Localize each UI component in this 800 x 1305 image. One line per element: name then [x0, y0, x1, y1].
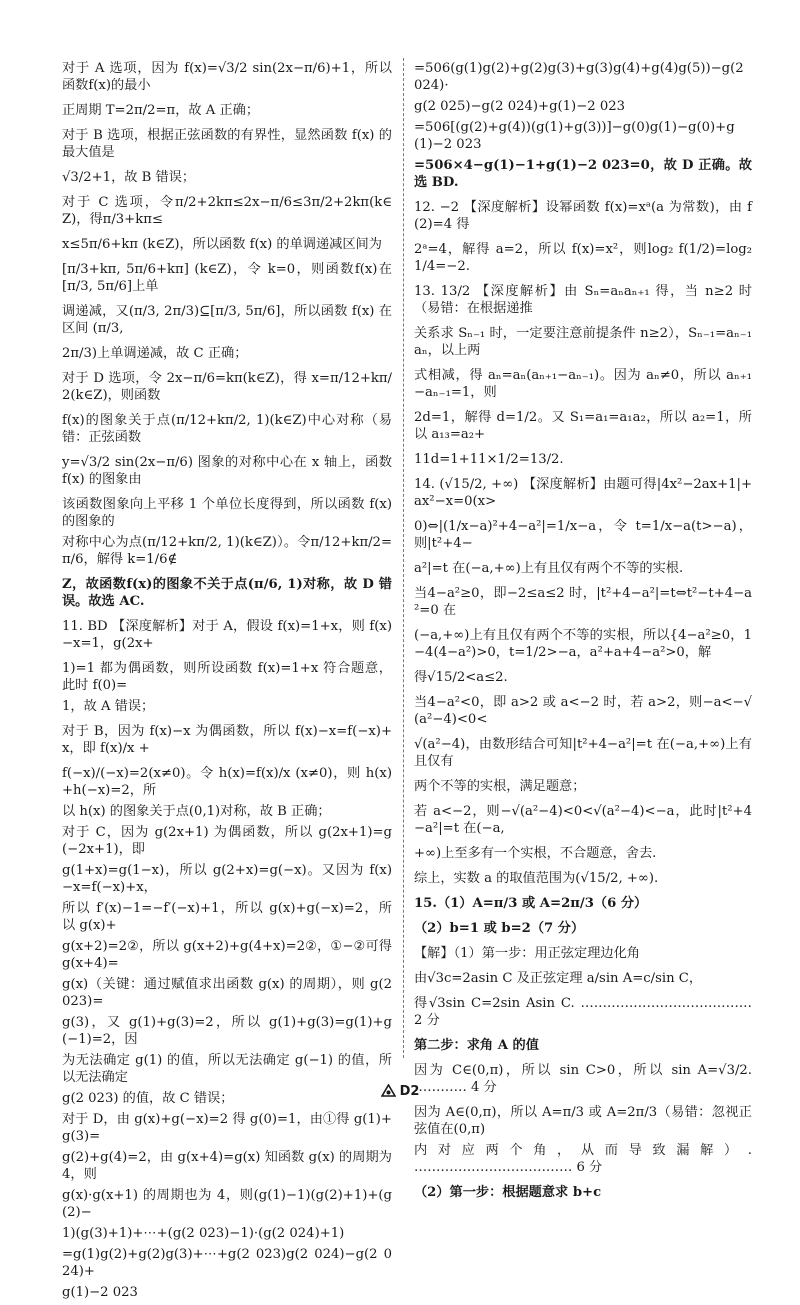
text-line: 第二步：求角 A 的值	[414, 1038, 539, 1053]
text-line: g(x)·g(x+1) 的周期也为 4，则(g(1)−1)(g(2)+1)+(g(2)−	[62, 1188, 392, 1220]
text-line: 对于 D，由 g(x)+g(−x)=2 得 g(0)=1，由①得 g(1)+g(3)=	[62, 1112, 392, 1144]
text-line: 11d=1+11×1/2=13/2.	[414, 452, 564, 467]
text-line: 【解】（1）第一步：用正弦定理边化角	[414, 946, 640, 961]
text-line: Z，故函数f(x)的图象不关于点(π/6, 1)对称，故 D 错误。故选 AC.	[62, 577, 392, 609]
text-line: 因为 A∈(0,π)，所以 A=π/3 或 A=2π/3（易错：忽视正弦值在(0,π)	[414, 1105, 752, 1137]
text-line: 1)=1 都为偶函数，则所设函数 f(x)=1+x 符合题意，此时 f(0)=	[62, 661, 392, 693]
text-line: 对于 C，因为 g(2x+1) 为偶函数，所以 g(2x+1)=g(−2x+1)，即	[62, 825, 392, 857]
text-line: 对于 D 选项，令 2x−π/6=kπ(k∈Z)，得 x=π/12+kπ/2(k∈Z)，则函数	[62, 371, 392, 403]
text-line: 1)(g(3)+1)+⋯+(g(2 023)−1)·(g(2 024)+1)	[62, 1226, 345, 1241]
text-line: 2π/3)上单调递减，故 C 正确；	[62, 346, 248, 361]
text-line: +∞)上至多有一个实根，不合题意，舍去.	[414, 846, 657, 861]
text-line: =506×4−g(1)−1+g(1)−2 023=0，故 D 正确。故选 BD.	[414, 158, 752, 190]
text-line: 关系求 Sₙ₋₁ 时，一定要注意前提条件 n≥2），Sₙ₋₁=aₙ₋₁aₙ，以上两	[414, 326, 752, 358]
text-line: 内对应两个角，从而导致漏解）. ……………………………… 6 分	[414, 1143, 752, 1175]
text-line: a²|=t 在(−a,+∞)上有且仅有两个不等的实根.	[414, 561, 684, 576]
text-line: 得√3sin C=2sin Asin C. ………………………………… 2 分	[414, 996, 752, 1028]
text-line: 2d=1，解得 d=1/2。又 S₁=a₁=a₁a₂，所以 a₂=1，所以 a₁₃=a₂+	[414, 410, 752, 442]
text-line: 正周期 T=2π/2=π，故 A 正确；	[62, 103, 260, 118]
right-column	[414, 60, 752, 1209]
text-line: √3/2+1，故 B 错误；	[62, 170, 196, 185]
text-line: g(3)，又 g(1)+g(3)=2，所以 g(1)+g(3)=g(1)+g(−1)=2，因	[62, 1015, 392, 1047]
question-11-start: 11. BD 【深度解析】对于 A，假设 f(x)=1+x，则 f(x)−x=1，g(2x+	[62, 619, 392, 651]
text-line: 为无法确定 g(1) 的值，所以无法确定 g(−1) 的值，所以无法确定	[62, 1053, 392, 1085]
question-13-start: 13. 13/2 【深度解析】由 Sₙ=aₙaₙ₊₁ 得，当 n≥2 时（易错：在根据递推	[414, 284, 752, 316]
text-line: g(2 023) 的值，故 C 错误；	[62, 1091, 234, 1106]
text-line: 对于 A 选项，因为 f(x)=√3/2 sin(2x−π/6)+1，所以函数f(x)的最小	[62, 61, 392, 93]
text-line: 由√3c=2asin C 及正弦定理 a/sin A=c/sin C，	[414, 971, 703, 986]
text-line: g(x)（关键：通过赋值求出函数 g(x) 的周期），则 g(2 023)=	[62, 977, 392, 1009]
page-number: D2	[399, 1084, 420, 1099]
text-line: g(x+2)=2②，所以 g(x+2)+g(4+x)=2②，①−②可得 g(x+4)=	[62, 939, 392, 971]
text-line: （2）第一步：根据题意求 b+c	[414, 1185, 602, 1200]
text-line: √(a²−4)，由数形结合可知|t²+4−a²|=t 在(−a,+∞)上有且仅有	[414, 737, 752, 769]
publisher-logo-icon	[381, 1084, 396, 1097]
text-line: 当4−a²<0，即 a>2 或 a<−2 时，若 a>2，则−a<−√(a²−4)<0<	[414, 695, 752, 727]
text-line: 对于 B，因为 f(x)−x 为偶函数，所以 f(x)−x=f(−x)+x，即 f(x)/x +	[62, 724, 392, 756]
text-line: y=√3/2 sin(2x−π/6) 图象的对称中心在 x 轴上，函数 f(x) 的图象由	[62, 455, 392, 487]
text-line: f(x)的图象关于点(π/12+kπ/2, 1)(k∈Z)中心对称（易错：正弦函数	[62, 413, 392, 445]
text-line: [π/3+kπ, 5π/6+kπ] (k∈Z)，令 k=0，则函数f(x)在[π/3, 5π/6]上单	[62, 262, 392, 294]
text-line: 所以 f′(x)−1=−f′(−x)+1，所以 g(x)+g(−x)=2，所以 g(x)+	[62, 901, 392, 933]
text-line: (−a,+∞)上有且仅有两个不等的实根，所以{4−a²≥0，1−4(4−a²)>0，t=1/2>−a，a²+a+4−a²>0，解	[414, 628, 752, 660]
text-line: 以 h(x) 的图象关于点(0,1)对称，故 B 正确；	[62, 804, 331, 819]
text-line: f(−x)/(−x)=2(x≠0)。令 h(x)=f(x)/x (x≠0)，则 h(x)+h(−x)=2，所	[62, 766, 392, 798]
text-line: g(2 025)−g(2 024)+g(1)−2 023	[414, 99, 625, 114]
text-line: （2）b=1 或 b=2（7 分）	[414, 921, 585, 936]
text-line: 0)⇔|(1/x−a)²+4−a²|=1/x−a，令 t=1/x−a(t>−a)，则|t²+4−	[414, 519, 752, 551]
text-line: 两个不等的实根，满足题意；	[414, 779, 586, 794]
text-line: 得√15/2<a≤2.	[414, 670, 508, 685]
text-line: 该函数图象向上平移 1 个单位长度得到，所以函数 f(x) 的图象的	[62, 497, 392, 529]
text-line: 综上，实数 a 的取值范围为(√15/2, +∞).	[414, 871, 659, 886]
page-footer	[0, 1084, 800, 1099]
text-line: g(1)−2 023	[62, 1285, 138, 1300]
text-line: 因为 C∈(0,π)，所以 sin C>0，所以 sin A=√3/2. ………… 4 分	[414, 1063, 752, 1095]
question-14-start: 14. (√15/2, +∞) 【深度解析】由题可得|4x²−2ax+1|+ax²−x=0(x>	[414, 477, 752, 509]
text-line: 对称中心为点(π/12+kπ/2, 1)(k∈Z)）。令π/12+kπ/2=π/6，解得 k=1/6∉	[62, 535, 392, 567]
text-line: =506(g(1)g(2)+g(2)g(3)+g(3)g(4)+g(4)g(5))−g(2 024)·	[414, 61, 744, 93]
text-line: 当4−a²≥0，即−2≤a≤2 时，|t²+4−a²|=t⇔t²−t+4−a²=0 在	[414, 586, 752, 618]
text-line: 对于 C 选项，令π/2+2kπ≤2x−π/6≤3π/2+2kπ(k∈Z)，得π/3+kπ≤	[62, 195, 392, 227]
text-line: g(1+x)=g(1−x)，所以 g(2+x)=g(−x)。又因为 f(x)−x=f(−x)+x，	[62, 863, 392, 895]
text-line: 2ᵃ=4，解得 a=2，所以 f(x)=x²，则log₂ f(1/2)=log₂ 1/4=−2.	[414, 242, 752, 274]
text-line: 调递减，又(π/3, 2π/3)⊆[π/3, 5π/6]，所以函数 f(x) 在区间 (π/3,	[62, 304, 392, 336]
text-line: x≤5π/6+kπ (k∈Z)，所以函数 f(x) 的单调递减区间为	[62, 237, 382, 252]
column-divider	[403, 58, 404, 1058]
left-column	[62, 60, 392, 1305]
text-line: g(2)+g(4)=2，由 g(x+4)=g(x) 知函数 g(x) 的周期为 4，则	[62, 1150, 392, 1182]
text-line: =g(1)g(2)+g(2)g(3)+⋯+g(2 023)g(2 024)−g(2 024)+	[62, 1247, 392, 1279]
text-line: 1，故 A 错误；	[62, 699, 155, 714]
text-line: =506[(g(2)+g(4))(g(1)+g(3))]−g(0)g(1)−g(0)+g(1)−2 023	[414, 120, 735, 152]
text-line: 若 a<−2，则−√(a²−4)<0<√(a²−4)<−a，此时|t²+4−a²|=t 在(−a,	[414, 804, 752, 836]
text-line: 对于 B 选项，根据正弦函数的有界性，显然函数 f(x) 的最大值是	[62, 128, 392, 160]
question-12-start: 12. −2 【深度解析】设幂函数 f(x)=xᵃ(a 为常数)，由 f(2)=4 得	[414, 200, 752, 232]
question-15-answer: 15.（1）A=π/3 或 A=2π/3（6 分）	[414, 896, 648, 911]
text-line: 式相减，得 aₙ=aₙ(aₙ₊₁−aₙ₋₁)。因为 aₙ≠0，所以 aₙ₊₁−aₙ₋₁=1，则	[414, 368, 752, 400]
